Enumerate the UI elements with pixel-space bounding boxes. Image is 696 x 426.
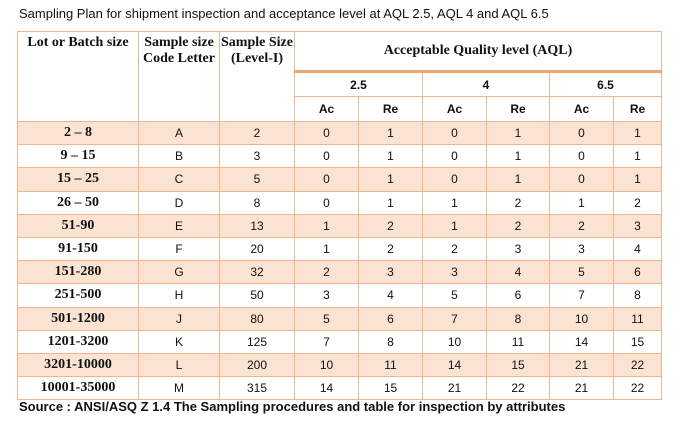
code-letter-cell: D [139, 191, 220, 214]
table-row [18, 237, 662, 260]
re-cell: 2 [614, 191, 662, 214]
code-letter-cell: E [139, 214, 220, 237]
code-letter-cell: A [139, 122, 220, 145]
table-row [18, 168, 662, 191]
header-re: Re [487, 97, 550, 122]
ac-cell: 7 [295, 330, 359, 353]
ac-cell: 10 [295, 353, 359, 376]
ac-cell: 1 [423, 214, 487, 237]
table-row [18, 122, 662, 145]
source-note: Source : ANSI/ASQ Z 1.4 The Sampling procedures and table for inspection by attributes [19, 399, 566, 414]
ac-cell: 0 [550, 168, 614, 191]
sample-size-cell: 20 [220, 237, 295, 260]
re-cell: 1 [359, 191, 423, 214]
re-cell: 1 [487, 145, 550, 168]
sample-size-cell: 50 [220, 284, 295, 307]
sample-size-cell: 32 [220, 261, 295, 284]
code-letter-cell: B [139, 145, 220, 168]
re-cell: 6 [614, 261, 662, 284]
re-cell: 2 [487, 191, 550, 214]
ac-cell: 0 [423, 145, 487, 168]
ac-cell: 1 [550, 191, 614, 214]
ac-cell: 2 [295, 261, 359, 284]
table-row [18, 145, 662, 168]
page-title: Sampling Plan for shipment inspection and acceptance level at AQL 2.5, AQL 4 and AQL 6.5 [19, 6, 549, 21]
table-body [18, 122, 662, 400]
table-row [18, 353, 662, 376]
re-cell: 1 [614, 122, 662, 145]
ac-cell: 14 [550, 330, 614, 353]
re-cell: 1 [614, 145, 662, 168]
sample-size-cell: 200 [220, 353, 295, 376]
re-cell: 15 [359, 377, 423, 400]
lot-size-cell: 251-500 [18, 284, 139, 307]
sample-size-cell: 8 [220, 191, 295, 214]
ac-cell: 0 [295, 168, 359, 191]
ac-cell: 3 [550, 237, 614, 260]
code-letter-cell: M [139, 377, 220, 400]
table-row [18, 191, 662, 214]
re-cell: 2 [359, 237, 423, 260]
header-ac: Ac [423, 97, 487, 122]
ac-cell: 2 [550, 214, 614, 237]
table-row [18, 330, 662, 353]
re-cell: 22 [614, 353, 662, 376]
ac-cell: 0 [295, 191, 359, 214]
lot-size-cell: 3201-10000 [18, 353, 139, 376]
table-row [18, 377, 662, 400]
re-cell: 3 [614, 214, 662, 237]
ac-cell: 0 [423, 122, 487, 145]
header-re: Re [614, 97, 662, 122]
re-cell: 4 [614, 237, 662, 260]
ac-cell: 1 [295, 237, 359, 260]
re-cell: 1 [487, 168, 550, 191]
re-cell: 6 [487, 284, 550, 307]
code-letter-cell: G [139, 261, 220, 284]
ac-cell: 7 [423, 307, 487, 330]
lot-size-cell: 9 – 15 [18, 145, 139, 168]
ac-cell: 2 [423, 237, 487, 260]
re-cell: 11 [614, 307, 662, 330]
ac-cell: 0 [295, 122, 359, 145]
ac-cell: 3 [295, 284, 359, 307]
re-cell: 8 [614, 284, 662, 307]
ac-cell: 0 [423, 168, 487, 191]
ac-cell: 5 [295, 307, 359, 330]
sample-size-cell: 80 [220, 307, 295, 330]
code-letter-cell: C [139, 168, 220, 191]
header-ac: Ac [550, 97, 614, 122]
ac-cell: 10 [423, 330, 487, 353]
ac-cell: 1 [295, 214, 359, 237]
ac-cell: 0 [550, 122, 614, 145]
ac-cell: 5 [550, 261, 614, 284]
lot-size-cell: 1201-3200 [18, 330, 139, 353]
re-cell: 4 [487, 261, 550, 284]
sample-size-cell: 125 [220, 330, 295, 353]
re-cell: 11 [359, 353, 423, 376]
lot-size-cell: 91-150 [18, 237, 139, 260]
sample-size-cell: 3 [220, 145, 295, 168]
re-cell: 22 [614, 377, 662, 400]
re-cell: 15 [614, 330, 662, 353]
re-cell: 8 [487, 307, 550, 330]
header-sample-size: Sample Size (Level-I) [220, 32, 295, 122]
ac-cell: 3 [423, 261, 487, 284]
lot-size-cell: 26 – 50 [18, 191, 139, 214]
table-row [18, 214, 662, 237]
header-aql: Acceptable Quality level (AQL) [295, 32, 662, 72]
code-letter-cell: L [139, 353, 220, 376]
re-cell: 15 [487, 353, 550, 376]
code-letter-cell: F [139, 237, 220, 260]
sample-size-cell: 13 [220, 214, 295, 237]
sampling-plan-table [17, 31, 662, 400]
re-cell: 6 [359, 307, 423, 330]
lot-size-cell: 501-1200 [18, 307, 139, 330]
ac-cell: 10 [550, 307, 614, 330]
lot-size-cell: 2 – 8 [18, 122, 139, 145]
re-cell: 3 [487, 237, 550, 260]
re-cell: 3 [359, 261, 423, 284]
header-aql-level: 6.5 [550, 72, 662, 97]
ac-cell: 0 [550, 145, 614, 168]
lot-size-cell: 15 – 25 [18, 168, 139, 191]
ac-cell: 21 [550, 353, 614, 376]
code-letter-cell: J [139, 307, 220, 330]
header-re: Re [359, 97, 423, 122]
lot-size-cell: 51-90 [18, 214, 139, 237]
ac-cell: 14 [295, 377, 359, 400]
re-cell: 1 [359, 145, 423, 168]
header-lot-size: Lot or Batch size [18, 32, 139, 122]
table-row [18, 261, 662, 284]
re-cell: 22 [487, 377, 550, 400]
re-cell: 11 [487, 330, 550, 353]
ac-cell: 0 [295, 145, 359, 168]
code-letter-cell: H [139, 284, 220, 307]
re-cell: 1 [359, 168, 423, 191]
re-cell: 1 [359, 122, 423, 145]
re-cell: 1 [614, 168, 662, 191]
header-code-letter: Sample size Code Letter [139, 32, 220, 122]
table-row [18, 307, 662, 330]
ac-cell: 21 [550, 377, 614, 400]
sample-size-cell: 5 [220, 168, 295, 191]
sample-size-cell: 315 [220, 377, 295, 400]
lot-size-cell: 151-280 [18, 261, 139, 284]
re-cell: 1 [487, 122, 550, 145]
ac-cell: 1 [423, 191, 487, 214]
ac-cell: 14 [423, 353, 487, 376]
ac-cell: 5 [423, 284, 487, 307]
header-aql-level: 4 [423, 72, 550, 97]
re-cell: 2 [487, 214, 550, 237]
re-cell: 8 [359, 330, 423, 353]
re-cell: 2 [359, 214, 423, 237]
re-cell: 4 [359, 284, 423, 307]
sample-size-cell: 2 [220, 122, 295, 145]
code-letter-cell: K [139, 330, 220, 353]
ac-cell: 7 [550, 284, 614, 307]
header-aql-level: 2.5 [295, 72, 423, 97]
lot-size-cell: 10001-35000 [18, 377, 139, 400]
ac-cell: 21 [423, 377, 487, 400]
header-ac: Ac [295, 97, 359, 122]
table-row [18, 284, 662, 307]
